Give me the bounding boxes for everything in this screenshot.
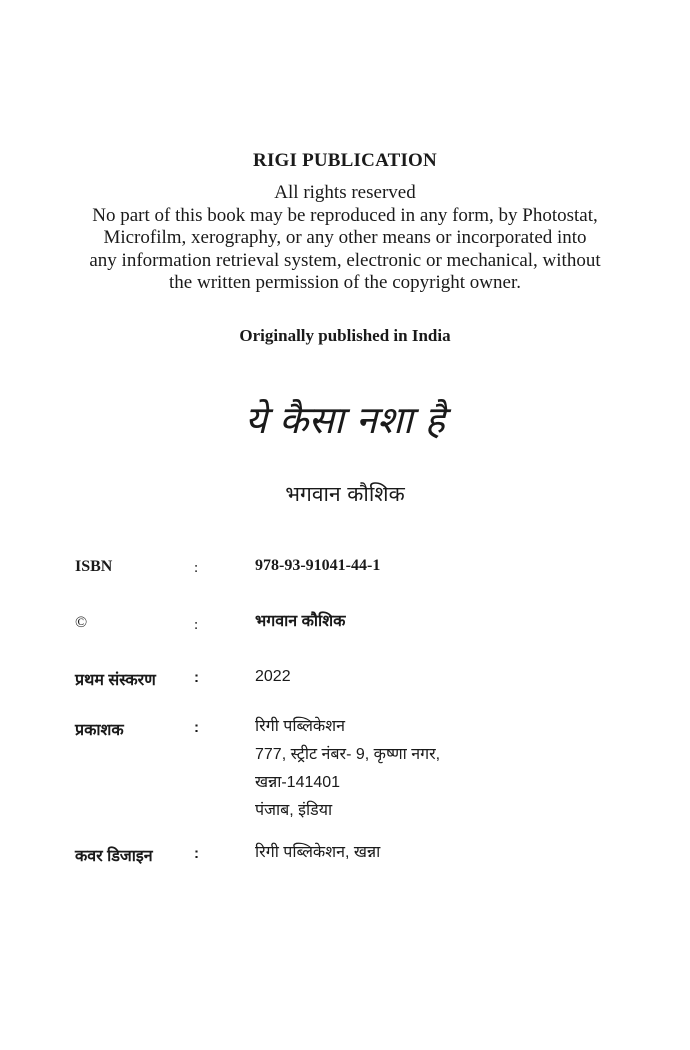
edition-label: प्रथम संस्करण [75,672,156,689]
isbn-value: 978-93-91041-44-1 [255,557,381,574]
address-line: 777, स्ट्रीट नंबर- 9, कृष्णा नगर, [255,746,441,763]
isbn-label: ISBN [75,558,113,575]
copyright-holder: भगवान कौशिक [255,613,346,630]
copyright-colon: : [194,617,199,633]
origin-statement: Originally published in India [239,326,451,345]
copyright-label: © [75,614,88,631]
address-line: पंजाब, इंडिया [255,802,333,819]
publisher-label: प्रकाशक [75,722,124,739]
isbn-colon: : [194,560,199,576]
rights-notice [0,182,690,295]
edition-value: 2022 [255,668,291,685]
rights-line: Microfilm, xerography, or any other means or incorporated into [103,227,587,248]
cover-design-colon: : [194,845,199,862]
rights-line: All rights reserved [274,182,416,203]
publisher-heading: RIGI PUBLICATION [253,150,437,171]
book-title: ये कैसा नशा है [245,398,445,442]
publisher-address [255,713,440,825]
publisher-colon: : [194,719,199,736]
cover-design-label: कवर डिजाइन [75,848,153,865]
cover-design-value: रिगी पब्लिकेशन, खन्ना [255,844,381,861]
rights-line: No part of this book may be reproduced in any form, by Photostat, [92,204,598,226]
address-line: रिगी पब्लिकेशन [255,718,345,735]
rights-line: any information retrieval system, electronic or mechanical, without [89,249,601,271]
address-line: खन्ना-141401 [255,774,341,791]
edition-colon: : [194,669,199,686]
rights-line: the written permission of the copyright owner. [169,272,521,293]
book-author: भगवान कौशिक [285,482,405,506]
